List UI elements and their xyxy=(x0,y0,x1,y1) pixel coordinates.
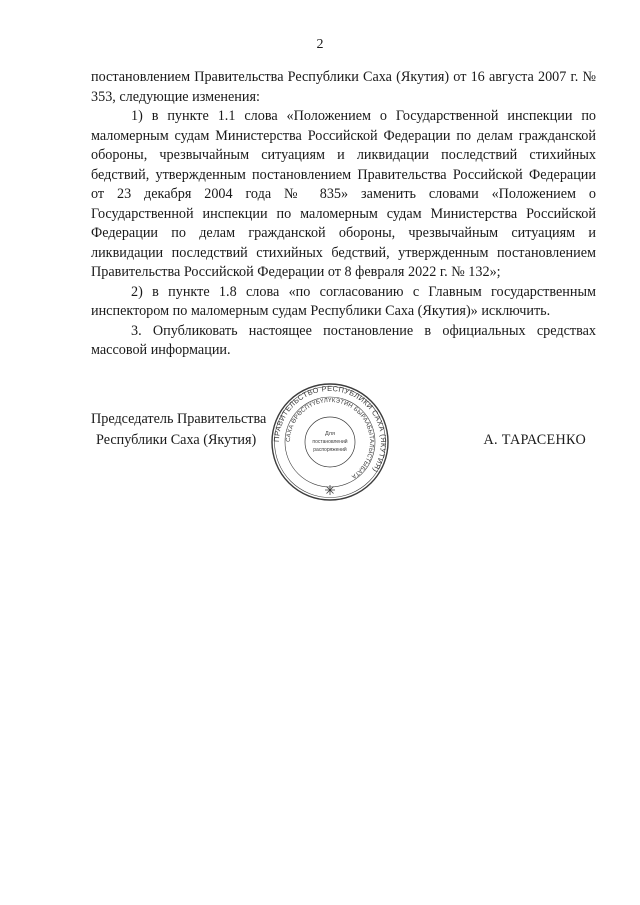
document-body xyxy=(91,68,596,361)
paragraph-continuation: постановлением Правительства Республики Саха (Якутия) от 16 августа 2007 г. № 353, следующие изменения: xyxy=(91,69,596,105)
signatory-title-line-1: Председатель Правительства xyxy=(91,411,267,427)
paragraph-item-3: 3. Опубликовать настоящее постановление в официальных средствах массовой информации. xyxy=(91,322,596,358)
paragraph-item-2: 2) в пункте 1.8 слова «по согласованию с Главным государственным инспектором по маломерным судам Республики Саха (Якутия)» исключить. xyxy=(91,283,596,319)
seal-center-line-2: постановлений xyxy=(312,439,348,445)
seal-center-line-1: Для xyxy=(325,431,335,437)
seal-outer-text: ПРАВИТЕЛЬСТВО РЕСПУБЛИКИ САХА (ЯКУТИЯ) xyxy=(271,383,389,475)
seal-center-line-3: распоряжений xyxy=(313,447,347,453)
signatory-name: А. ТАРАСЕНКО xyxy=(483,432,586,448)
paragraph-item-1: 1) в пункте 1.1 слова «Положением о Государственной инспекции по маломерным судам Министерства Российской Федерации по делам гражданской обороны, чрезвычайным ситуациям и ликвидации последствий стихийных бедствий, утвержденным постановлением Правительства Российской Федерации от 23 декабря 2004 года № 835» заменить словами «Положением о Государственной инспекции по маломерным судам Министерства Российской Федерации по делам гражданской обороны, чрезвычайным ситуациям и ликвидации последствий стихийных бедствий, утвержденным постановлением Правительства Российской Федерации от 8 февраля 2022 г. № 132»; xyxy=(91,108,596,280)
page-number: 2 xyxy=(316,37,324,52)
official-seal xyxy=(270,382,390,502)
seal-inner-text: САХА ӨРӨСПҮҮБҮЛҮКЭТИН БЫРААБЫТАЛЫСТЫБАТА xyxy=(285,397,375,480)
signatory-title-line-2: Республики Саха (Якутия) xyxy=(96,432,257,448)
star-icon xyxy=(325,485,335,495)
